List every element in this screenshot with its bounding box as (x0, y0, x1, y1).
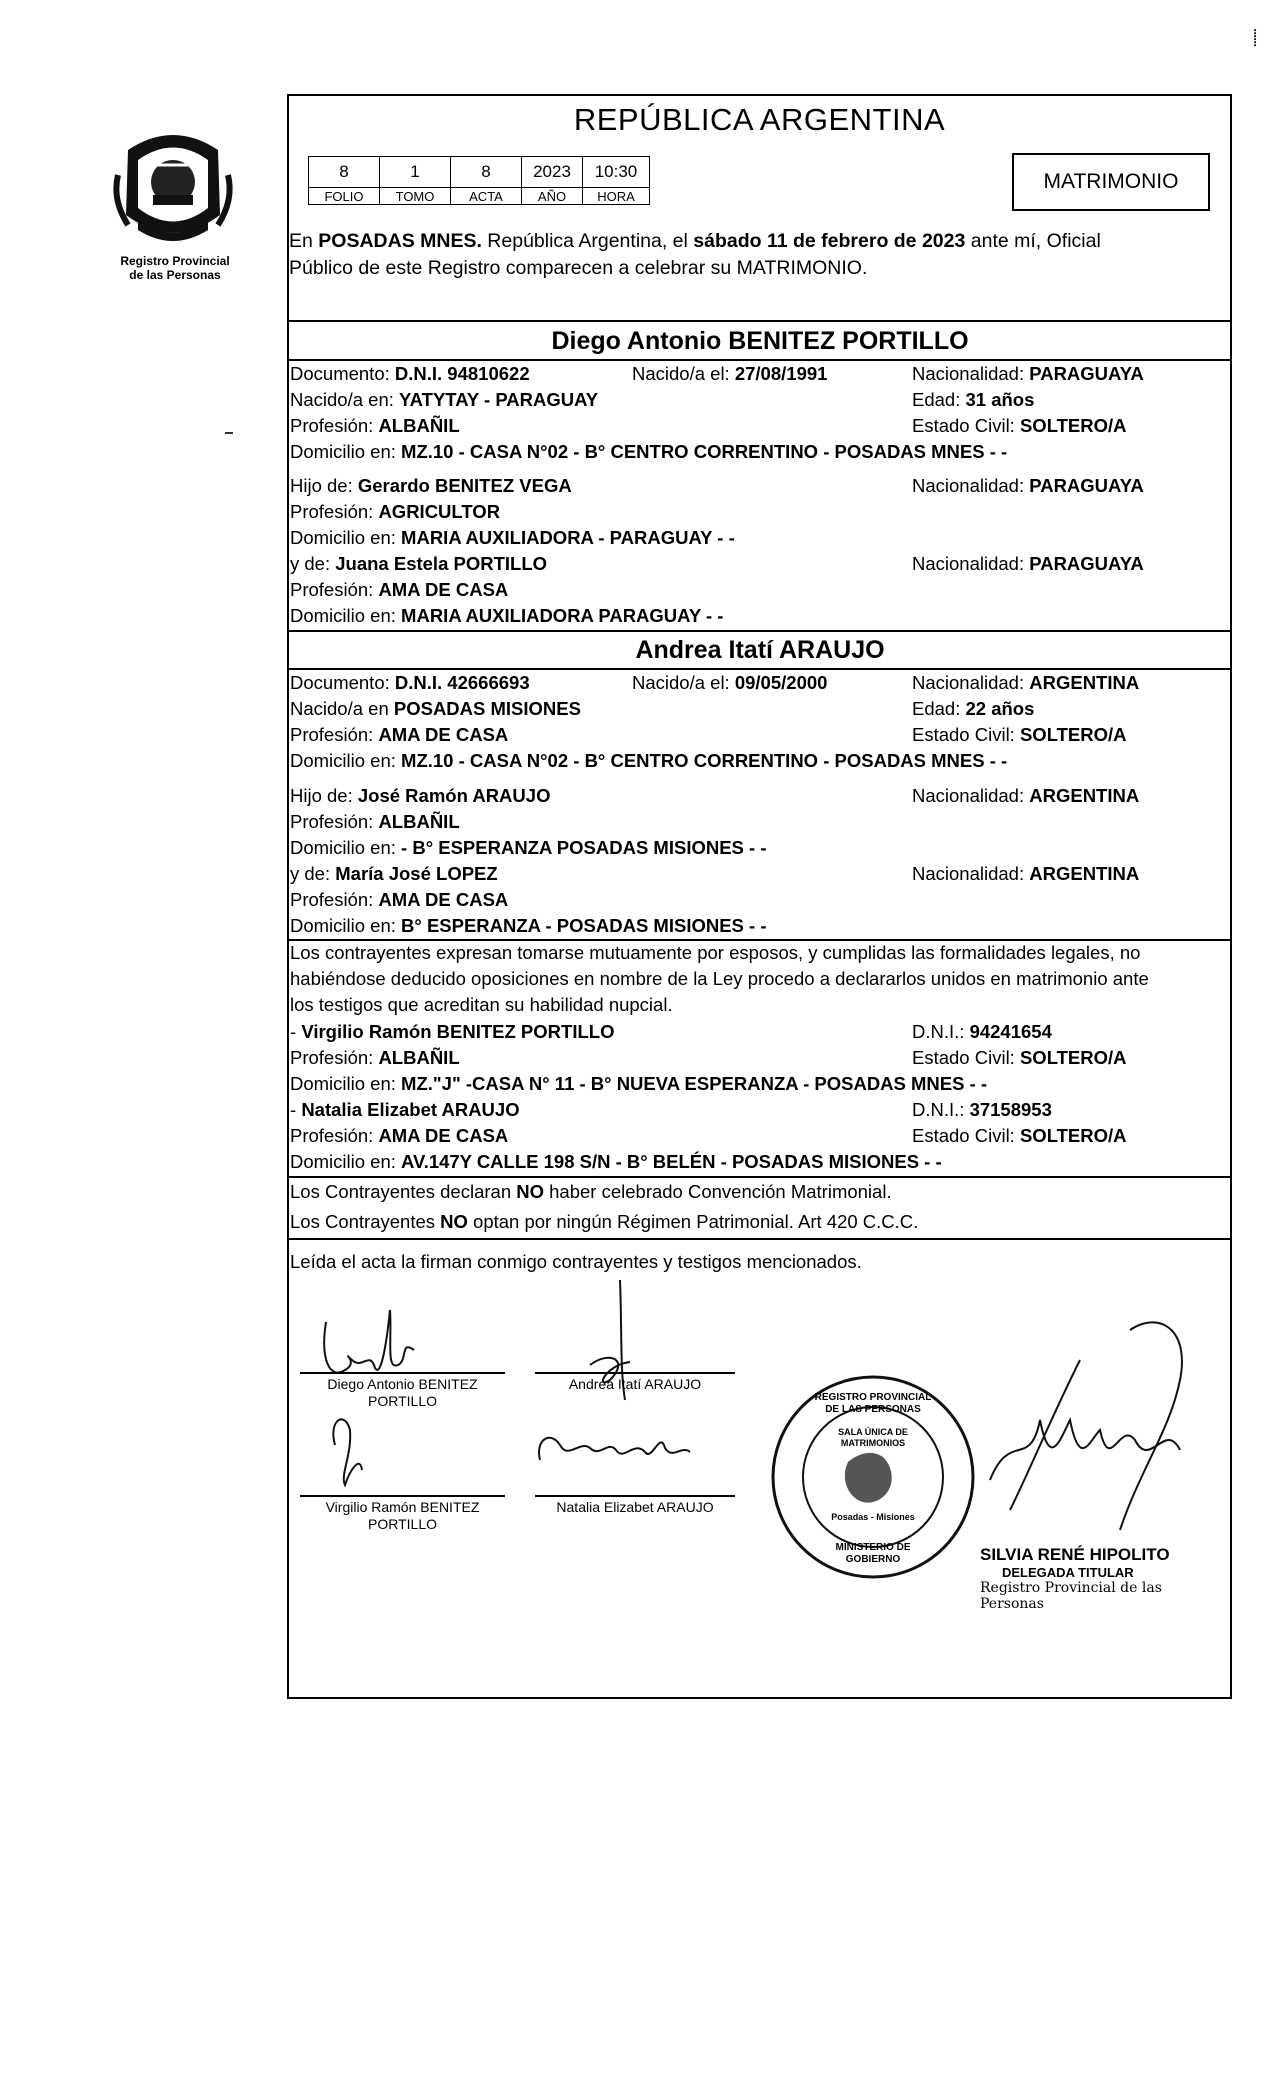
party1-father-address: Domicilio en: MARIA AUXILIADORA - PARAGUAY - - (290, 527, 735, 548)
registry-table (308, 156, 650, 205)
party1-nationality: Nacionalidad: PARAGUAYA (912, 363, 1144, 384)
signature-line (535, 1495, 735, 1497)
party2-profession: Profesión: AMA DE CASA (290, 724, 509, 745)
official-name: SILVIA RENÉ HIPOLITO (980, 1545, 1170, 1564)
party2-mother-address: Domicilio en: B° ESPERANZA - POSADAS MISIONES - - (290, 915, 767, 936)
signature-line (300, 1372, 505, 1374)
official-role: DELEGADA TITULAR (1002, 1565, 1134, 1580)
party2-mother: y de: María José LOPEZ (290, 863, 498, 884)
folio-value: 8 (309, 157, 380, 188)
stamp-inner-text: SALA ÚNICA DE MATRIMONIOS (838, 1427, 908, 1448)
official-signature-block (980, 1545, 1200, 1612)
tomo-label: TOMO (380, 188, 451, 205)
stamp-outer-text: REGISTRO PROVINCIAL DE LAS PERSONAS (814, 1392, 932, 1415)
party1-mother-nationality: Nacionalidad: PARAGUAYA (912, 553, 1144, 574)
declaration-line-2: habiéndose deducido oposiciones en nombre de la Ley procedo a declararlos unidos en matrimonio ante (290, 968, 1149, 989)
stamp-bottom-text: MINISTERIO DE GOBIERNO (835, 1542, 911, 1565)
intro-paragraph (289, 228, 1229, 282)
official-stamp (768, 1372, 978, 1582)
party1-name: Diego Antonio BENITEZ PORTILLO (551, 327, 969, 355)
party1-birthdate: Nacido/a el: 27/08/1991 (632, 363, 828, 384)
party2-name: Andrea Itatí ARAUJO (635, 636, 885, 664)
hora-label: HORA (583, 188, 650, 205)
convention-line-1: Los Contrayentes declaran NO haber celebrado Convención Matrimonial. (290, 1181, 892, 1202)
margin-dash (225, 432, 233, 434)
divider (288, 1176, 1232, 1178)
divider (288, 359, 1232, 361)
act-type-box (1012, 153, 1210, 211)
party2-father-address: Domicilio en: - B° ESPERANZA POSADAS MISIONES - - (290, 837, 767, 858)
divider (288, 668, 1232, 670)
acta-label: ACTA (451, 188, 522, 205)
folio-label: FOLIO (309, 188, 380, 205)
declaration-line-3: los testigos que acreditan su habilidad nupcial. (290, 994, 673, 1015)
witness2-name: - Natalia Elizabet ARAUJO (290, 1099, 520, 1120)
party2-age: Edad: 22 años (912, 698, 1035, 719)
party2-father: Hijo de: José Ramón ARAUJO (290, 785, 551, 806)
party1-mother-address: Domicilio en: MARIA AUXILIADORA PARAGUAY - - (290, 605, 724, 626)
tomo-value: 1 (380, 157, 451, 188)
signature-label-3: Virgilio Ramón BENITEZ PORTILLO (325, 1499, 480, 1532)
party2-civil-status: Estado Civil: SOLTERO/A (912, 724, 1127, 745)
intro-line-2: Público de este Registro comparecen a celebrar su MATRIMONIO. (289, 257, 868, 279)
witness1-dni: D.N.I.: 94241654 (912, 1021, 1052, 1042)
witness1-address: Domicilio en: MZ."J" -CASA N° 11 - B° NUEVA ESPERANZA - POSADAS MNES - - (290, 1073, 988, 1094)
witness1-name: - Virgilio Ramón BENITEZ PORTILLO (290, 1021, 615, 1042)
party1-profession: Profesión: ALBAÑIL (290, 415, 460, 436)
anio-label: AÑO (522, 188, 583, 205)
party1-mother-profession: Profesión: AMA DE CASA (290, 579, 509, 600)
registry-logo (108, 120, 238, 250)
party2-nationality: Nacionalidad: ARGENTINA (912, 672, 1140, 693)
convention-line-2: Los Contrayentes NO optan por ningún Régimen Patrimonial. Art 420 C.C.C. (290, 1211, 919, 1232)
party2-mother-profession: Profesión: AMA DE CASA (290, 889, 509, 910)
party2-document: Documento: D.N.I. 42666693 (290, 672, 530, 693)
party1-father: Hijo de: Gerardo BENITEZ VEGA (290, 475, 572, 496)
party2-address: Domicilio en: MZ.10 - CASA N°02 - B° CENTRO CORRENTINO - POSADAS MNES - - (290, 750, 1008, 771)
acta-value: 8 (451, 157, 522, 188)
witness1-civil-status: Estado Civil: SOLTERO/A (912, 1047, 1127, 1068)
anio-value: 2023 (522, 157, 583, 188)
party2-father-nationality: Nacionalidad: ARGENTINA (912, 785, 1140, 806)
party1-civil-status: Estado Civil: SOLTERO/A (912, 415, 1127, 436)
party1-address: Domicilio en: MZ.10 - CASA N°02 - B° CENTRO CORRENTINO - POSADAS MNES - - (290, 441, 1008, 462)
signature-line (300, 1495, 505, 1497)
witness2-dni: D.N.I.: 37158953 (912, 1099, 1052, 1120)
logo-caption-line-1: Registro Provincial (120, 254, 230, 268)
divider (288, 630, 1232, 632)
logo-caption (95, 254, 255, 282)
witness2-civil-status: Estado Civil: SOLTERO/A (912, 1125, 1127, 1146)
act-type-label: MATRIMONIO (1043, 170, 1179, 193)
official-office: Registro Provincial de las Personas (980, 1580, 1162, 1612)
witness2-address: Domicilio en: AV.147Y CALLE 198 S/N - B° BELÉN - POSADAS MISIONES - - (290, 1151, 942, 1172)
signature-label-1: Diego Antonio BENITEZ PORTILLO (327, 1376, 478, 1409)
signature-label-4: Natalia Elizabet ARAUJO (556, 1499, 714, 1515)
party2-father-profession: Profesión: ALBAÑIL (290, 811, 460, 832)
divider (288, 320, 1232, 322)
party2-birthdate: Nacido/a el: 09/05/2000 (632, 672, 828, 693)
intro-line-1: En POSADAS MNES. República Argentina, el sábado 11 de febrero de 2023 ante mí, Oficial (289, 230, 1101, 252)
party1-birthplace: Nacido/a en: YATYTAY - PARAGUAY (290, 389, 599, 410)
hora-value: 10:30 (583, 157, 650, 188)
party1-document: Documento: D.N.I. 94810622 (290, 363, 530, 384)
party2-mother-nationality: Nacionalidad: ARGENTINA (912, 863, 1140, 884)
party1-age: Edad: 31 años (912, 389, 1035, 410)
party2-birthplace: Nacido/a en POSADAS MISIONES (290, 698, 581, 719)
signature-label-2: Andrea Itatí ARAUJO (568, 1376, 702, 1392)
stamp-center-text: Posadas - Misiones (831, 1512, 915, 1522)
signature-line (535, 1372, 735, 1374)
divider (288, 1238, 1232, 1240)
party1-father-profession: Profesión: AGRICULTOR (290, 501, 501, 522)
party1-mother: y de: Juana Estela PORTILLO (290, 553, 548, 574)
declaration-line-1: Los contrayentes expresan tomarse mutuamente por esposos, y cumplidas las formalidades legales, no (290, 942, 1141, 963)
party1-father-nationality: Nacionalidad: PARAGUAYA (912, 475, 1144, 496)
declaration-paragraph (290, 940, 1230, 1018)
witness1-profession: Profesión: ALBAÑIL (290, 1047, 460, 1068)
witness2-profession: Profesión: AMA DE CASA (290, 1125, 509, 1146)
country-title: REPÚBLICA ARGENTINA (573, 102, 946, 137)
corner-mark: ⸽ (1253, 30, 1258, 47)
logo-caption-line-2: de las Personas (129, 268, 221, 282)
closing-text: Leída el acta la firman conmigo contrayentes y testigos mencionados. (290, 1251, 862, 1272)
